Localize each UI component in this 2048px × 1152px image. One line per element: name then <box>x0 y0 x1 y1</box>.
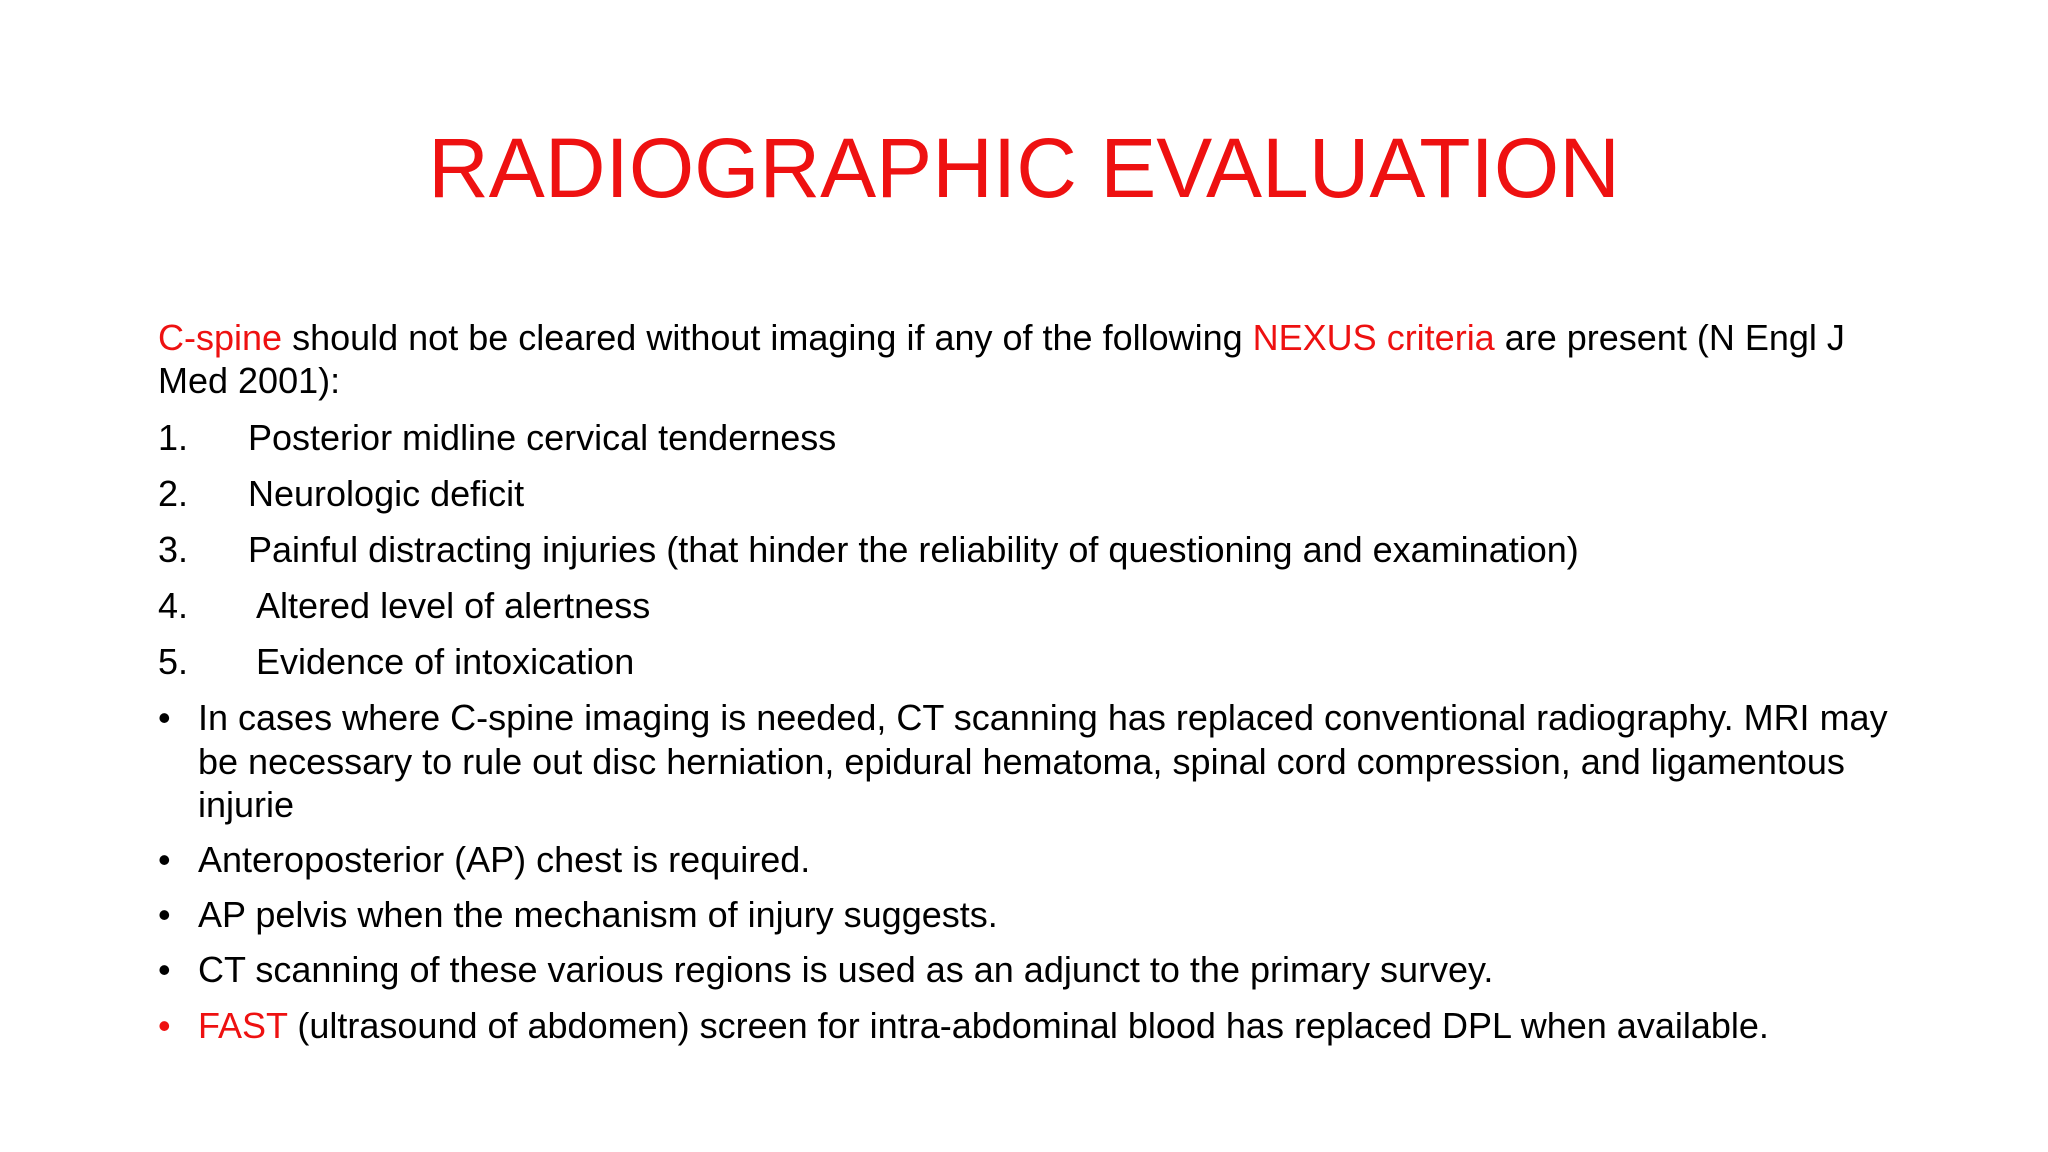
criteria-number: 1. <box>158 417 189 459</box>
bullet-text: AP pelvis when the mechanism of injury suggests. <box>198 894 998 936</box>
bullet-item-fast <box>158 1004 1918 1047</box>
intro-paragraph <box>158 316 1918 402</box>
bullet-text: (ultrasound of abdomen) screen for intra-abdominal blood has replaced DPL when available. <box>287 1004 1769 1046</box>
intro-text-1: should not be cleared without imaging if any of the following <box>282 317 1253 358</box>
criteria-number: 3. <box>158 529 189 571</box>
slide-body <box>158 316 1918 1059</box>
bullet-item-ap-pelvis <box>158 893 1918 936</box>
fast-highlight: FAST <box>198 1004 288 1046</box>
intro-text-2: are present (N Engl J Med 2001): <box>158 317 1845 402</box>
criteria-item-5 <box>158 640 1918 684</box>
criteria-number: 4. <box>158 585 189 627</box>
nexus-criteria-highlight: NEXUS criteria <box>1252 317 1495 358</box>
bullet-dot: • <box>158 894 171 936</box>
bullet-item-ct-mri <box>158 696 1918 826</box>
bullet-dot: • <box>158 697 171 739</box>
criteria-text: Altered level of alertness <box>256 585 651 627</box>
bullet-dot: • <box>158 838 171 880</box>
bullet-text: CT scanning of these various regions is used as an adjunct to the primary survey. <box>198 949 1494 991</box>
slide-title: RADIOGRAPHIC EVALUATION <box>428 121 1620 215</box>
criteria-item-1 <box>158 416 1918 460</box>
criteria-text: Posterior midline cervical tenderness <box>248 417 837 459</box>
c-spine-highlight: C-spine <box>158 317 283 358</box>
criteria-text: Painful distracting injuries (that hinder the reliability of questioning and examination) <box>248 529 1579 571</box>
bullet-text: In cases where C-spine imaging is needed, CT scanning has replaced conventional radiography. MRI may be necessary to rule out disc herniation, epidural hematoma, spinal cord compression, and ligamentous injurie <box>198 697 1888 825</box>
bullet-text: Anteroposterior (AP) chest is required. <box>198 838 811 880</box>
criteria-item-4 <box>158 584 1918 628</box>
criteria-item-2 <box>158 472 1918 516</box>
criteria-text: Neurologic deficit <box>248 473 525 515</box>
criteria-text: Evidence of intoxication <box>256 641 635 683</box>
bullet-item-ap-chest <box>158 838 1918 881</box>
criteria-number: 5. <box>158 641 189 683</box>
bullet-dot: • <box>158 949 171 991</box>
criteria-item-3 <box>158 528 1918 572</box>
bullet-dot-red: • <box>158 1004 171 1046</box>
criteria-number: 2. <box>158 473 189 515</box>
bullet-item-ct-regions <box>158 948 1918 991</box>
